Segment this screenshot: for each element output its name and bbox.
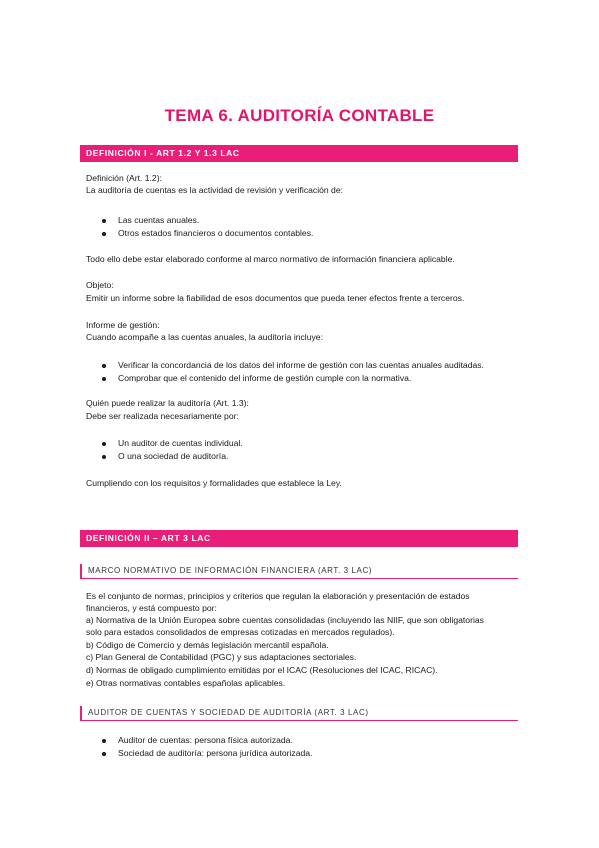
section-header-definicion-2: DEFINICIÓN II – ART 3 LAC <box>80 530 518 547</box>
list-item: O una sociedad de auditoría. <box>118 451 229 461</box>
bullet-icon <box>102 377 106 381</box>
objeto-text: Emitir un informe sobre la fiabilidad de esos documentos que pueda tener efectos frente a terceros. <box>86 293 465 303</box>
bullet-icon <box>102 739 106 743</box>
marco-text: Todo ello debe estar elaborado conforme al marco normativo de información financiera aplicable. <box>86 254 455 264</box>
bullet-icon <box>102 219 106 223</box>
definicion-text: La auditoría de cuentas es la actividad de revisión y verificación de: <box>86 185 344 195</box>
list-item: Comprobar que el contenido del informe de gestión cumple con la normativa. <box>118 373 412 383</box>
informe-text: Cuando acompañe a las cuentas anuales, la auditoría incluye: <box>86 332 323 342</box>
objeto-label: Objeto: <box>86 280 114 290</box>
marco-line: d) Normas de obligado cumplimiento emitidas por el ICAC (Resoluciones del ICAC, RICAC). <box>86 665 438 675</box>
bullet-icon <box>102 455 106 459</box>
marco-line: c) Plan General de Contabilidad (PGC) y sus adaptaciones sectoriales. <box>86 652 357 662</box>
informe-label: Informe de gestión: <box>86 320 160 330</box>
marco-line: solo para estados consolidados de empresas cotizadas en mercados regulados). <box>86 627 395 637</box>
marco-line: b) Código de Comercio y demás legislación mercantil española. <box>86 640 329 650</box>
list-item: Auditor de cuentas: persona física autorizada. <box>118 735 293 745</box>
list-item: Las cuentas anuales. <box>118 215 200 225</box>
subsection-header-auditor: AUDITOR DE CUENTAS Y SOCIEDAD DE AUDITORÍA (ART. 3 LAC) <box>80 706 518 721</box>
bullet-icon <box>102 752 106 756</box>
marco-line: a) Normativa de la Unión Europea sobre cuentas consolidadas (incluyendo las NIIF, que son obligatorias <box>86 615 484 625</box>
marco-line: financieros, y está compuesto por: <box>86 603 217 613</box>
quien-text: Debe ser realizada necesariamente por: <box>86 411 239 421</box>
marco-line: Es el conjunto de normas, principios y criterios que regulan la elaboración y presentación de estados <box>86 591 470 601</box>
list-item: Otros estados financieros o documentos contables. <box>118 228 314 238</box>
marco-line: e) Otras normativas contables españolas aplicables. <box>86 678 286 688</box>
section-header-definicion-1: DEFINICIÓN I - ART 1.2 Y 1.3 LAC <box>80 145 518 162</box>
page-title: TEMA 6. AUDITORÍA CONTABLE <box>164 106 435 125</box>
list-item: Un auditor de cuentas individual. <box>118 438 243 448</box>
bullet-icon <box>102 442 106 446</box>
quien-label: Quién puede realizar la auditoría (Art. 1.3): <box>86 398 249 408</box>
subsection-header-marco-normativo: MARCO NORMATIVO DE INFORMACIÓN FINANCIERA (ART. 3 LAC) <box>80 564 518 579</box>
list-item: Sociedad de auditoría: persona jurídica autorizada. <box>118 748 313 758</box>
bullet-icon <box>102 364 106 368</box>
definicion-label: Definición (Art. 1.2): <box>86 173 162 183</box>
bullet-icon <box>102 232 106 236</box>
list-item: Verificar la concordancia de los datos del informe de gestión con las cuentas anuales auditadas. <box>118 360 484 370</box>
cumpliendo-text: Cumpliendo con los requisitos y formalidades que establece la Ley. <box>86 478 342 488</box>
